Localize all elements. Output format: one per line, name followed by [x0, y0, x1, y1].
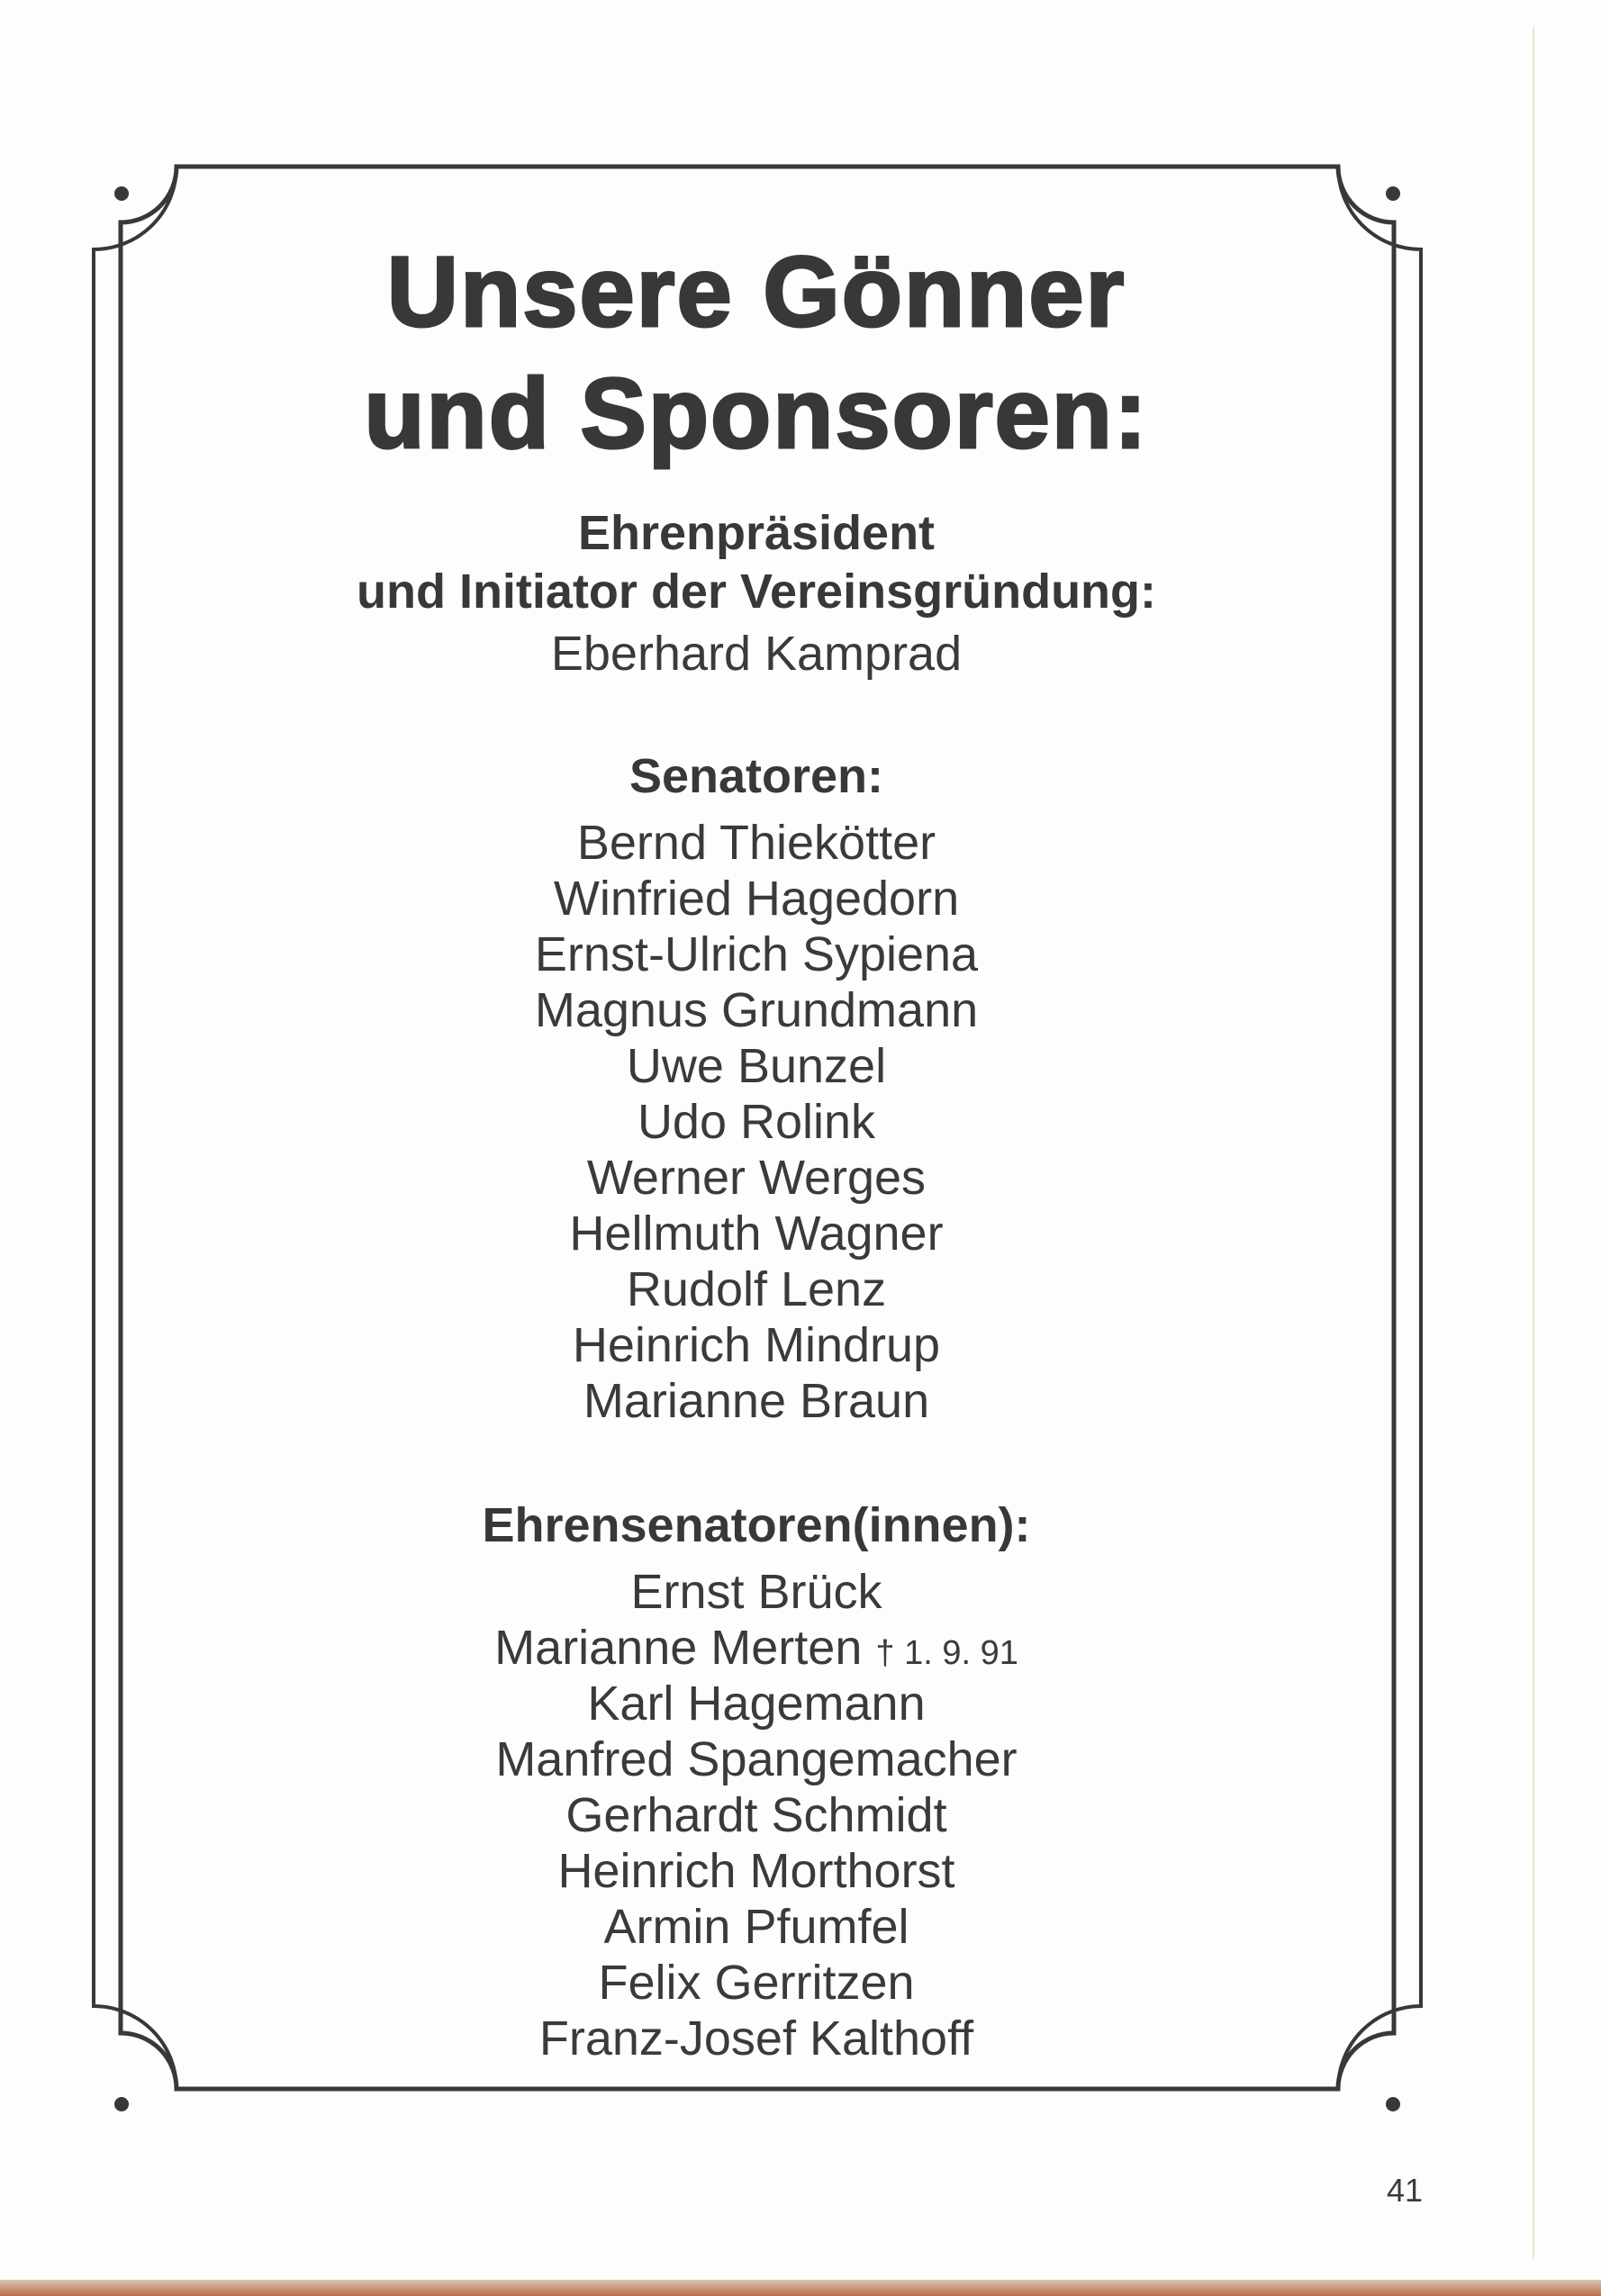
honorary-senator-name: Marianne Merten † 1. 9. 91	[494, 1621, 1018, 1675]
senator-name: Magnus Grundmann	[534, 983, 979, 1037]
honorary-senator-name: Heinrich Morthorst	[557, 1844, 955, 1898]
death-date-note: † 1. 9. 91	[875, 1634, 1018, 1672]
senator-name: Rudolf Lenz	[626, 1262, 887, 1316]
honorary-president-heading-line1: Ehrenpräsident	[577, 506, 936, 560]
corner-dot-bottom-right	[1386, 2097, 1400, 2111]
senator-name: Werner Werges	[586, 1151, 927, 1205]
honorary-senators-heading: Ehrensenatoren(innen):	[482, 1498, 1031, 1552]
page-number: 41	[1386, 2172, 1424, 2209]
honorary-senator-name: Gerhardt Schmidt	[565, 1788, 947, 1842]
senators-heading: Senatoren:	[629, 749, 884, 803]
senator-name: Heinrich Mindrup	[572, 1318, 941, 1372]
bottom-edge-strip	[0, 2280, 1601, 2296]
page-title-line2: und Sponsoren:	[364, 358, 1149, 469]
senators-list	[0, 815, 1513, 1429]
honorary-president-name: Eberhard Kamprad	[550, 627, 963, 681]
senator-name: Bernd Thiekötter	[576, 816, 936, 870]
honorary-president-heading-line2: und Initiator der Vereinsgründung:	[356, 565, 1157, 619]
senator-name: Marianne Braun	[583, 1374, 930, 1428]
honorary-senator-name: Armin Pfumfel	[603, 1900, 909, 1954]
honorary-senator-name: Felix Gerritzen	[598, 1956, 915, 2010]
senator-name: Uwe Bunzel	[626, 1039, 887, 1093]
honorary-senator-name: Karl Hagemann	[587, 1677, 926, 1731]
senator-name: Winfried Hagedorn	[553, 872, 960, 926]
corner-dot-bottom-left	[114, 2097, 129, 2111]
honorary-president-list	[0, 626, 1513, 682]
honorary-senator-name: Manfred Spangemacher	[495, 1732, 1018, 1786]
senator-name: Udo Rolink	[637, 1095, 876, 1149]
page-edge	[1533, 27, 1534, 2260]
honorary-senator-name: Ernst Brück	[630, 1565, 882, 1619]
honorary-senator-name: Franz-Josef Kalthoff	[538, 2011, 974, 2065]
honorary-senators-list	[0, 1564, 1513, 2066]
page-title-line1: Unsere Gönner	[386, 237, 1126, 348]
corner-dot-top-left	[114, 186, 129, 201]
senator-name: Ernst-Ulrich Sypiena	[534, 927, 979, 981]
senator-name: Hellmuth Wagner	[569, 1207, 944, 1261]
corner-dot-top-right	[1386, 186, 1400, 201]
